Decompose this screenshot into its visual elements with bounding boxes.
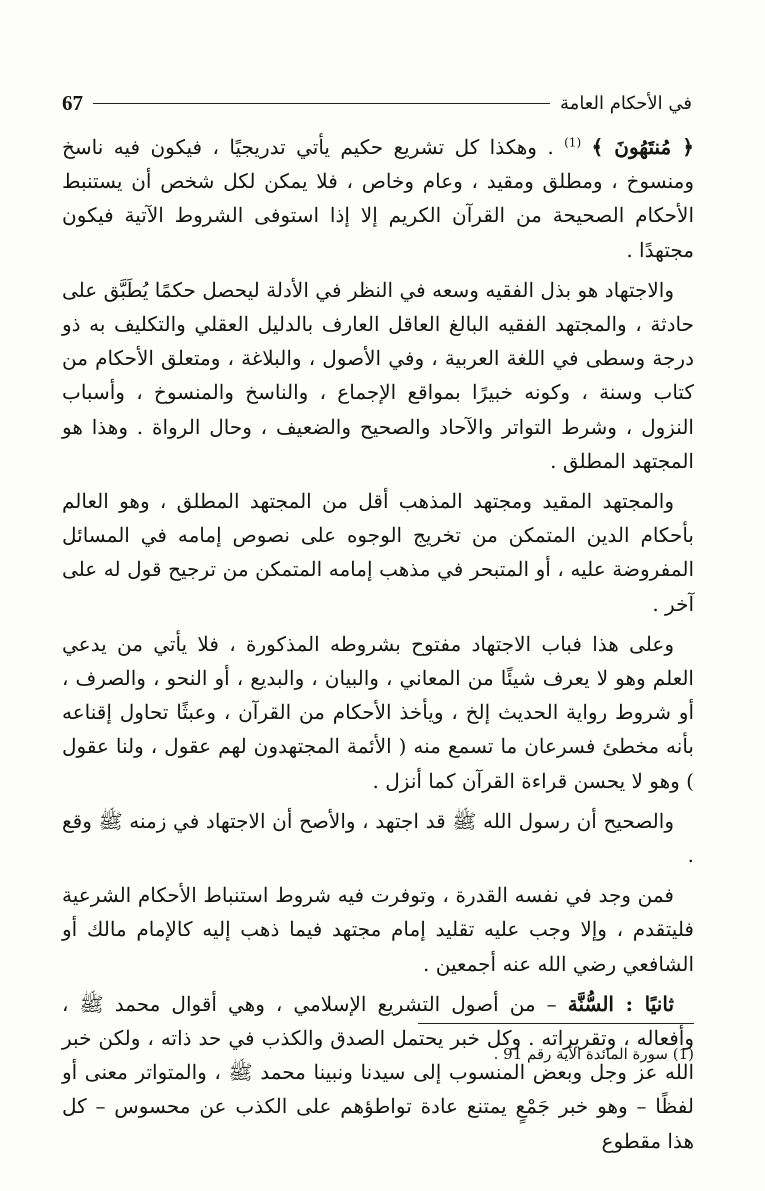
running-title: في الأحكام العامة (560, 92, 692, 114)
paragraph-2: والاجتهاد هو بذل الفقيه وسعه في النظر في الأدلة ليحصل حكمًا يُطَبَّق على حادثة ، والمجتهد الفقيه البالغ العاقل العارف بالدليل العقلي والتكليف به ذو درجة وسطى في اللغة العربية ، وفي الأصول ، والبلاغة ، ومتعلق الأحكام من كتاب وسنة ، وكونه خبيرًا بمواقع الإجماع ، والناسخ والمنسوخ ، وأسباب النزول ، وشرط التواتر والآحاد والصحيح والضعيف ، وحال الرواة . وهذا هو المجتهد المطلق . (62, 277, 694, 473)
quran-verse-fragment: ﴿ مُنتَهُونَ ﴾ (591, 135, 694, 159)
footnote-separator (418, 1023, 694, 1024)
body-text (62, 130, 694, 1164)
paragraph-5: والصحيح أن رسول الله ﷺ قد اجتهد ، والأصح أن الاجتهاد في زمنه ﷺ وقع . (62, 808, 694, 868)
paragraph-7-text: – من أصول التشريع الإسلامي ، وهي أقوال محمد ﷺ ، وأفعاله ، وتقريراته . وكل خبر يحتمل الصدق والكذب في حد ذاته ، ولكن خبر الله عز وجل وبعض المنسوب إلى سيدنا ونبينا محمد ﷺ ، والمتواتر معنى أو لفظًا – وهو خبر جَمْعٍ يمتنع عادة تواطؤهم على الكذب عن محسوس – كل هذا مقطوع (62, 991, 695, 1153)
paragraph-1 (62, 130, 694, 267)
page-number: 67 (62, 90, 83, 115)
paragraph-3: والمجتهد المقيد ومجتهد المذهب أقل من المجتهد المطلق ، وهو العالم بأحكام الدين المتمكن من تخريج الوجوه على نصوص إمامه في المسائل المفروضة عليه ، أو المتبحر في مذهب إمامه المتمكن من ترجيح قول له على آخر . (62, 489, 694, 616)
paragraph-6: فمن وجد في نفسه القدرة ، وتوفرت فيه شروط استنباط الأحكام الشرعية فليتقدم ، وإلا وجب عليه تقليد إمام مجتهد فيما ذهب إليه كالإمام مالك أو الشافعي رضي الله عنه أجمعين . (62, 883, 694, 976)
footnote-reference[interactable]: (1) (564, 135, 582, 150)
paragraph-1-text: . وهكذا كل تشريع حكيم يأتي تدريجيًا ، فيكون فيه ناسخ ومنسوخ ، ومطلق ومقيد ، وعام وخاص ، فلا يمكن لكل شخص أن يستنبط الأحكام الصحيحة من القرآن الكريم إلا إذا استوفى الشروط الآتية فيكون مجتهدًا . (62, 135, 695, 262)
paragraph-7 (62, 987, 694, 1158)
footnote: (1) سورة المائدة الآية رقم 91 . (493, 1045, 694, 1063)
header-rule (93, 103, 550, 104)
running-header (62, 88, 692, 118)
section-heading-sunnah: ثانيًا : السُّنَّة (567, 991, 675, 1016)
paragraph-4: وعلى هذا فباب الاجتهاد مفتوح بشروطه المذكورة ، فلا يأتي من يدعي العلم وهو لا يعرف شيئًا من المعاني ، والبيان ، والبديع ، أو النحو ، والصرف ، أو شروط رواية الحديث إلخ ، ويأخذ الأحكام من القرآن ، وعبثًا تحاول إقناعه بأنه مخطئ فسرعان ما تسمع منه ( الأئمة المجتهدون لهم عقول ، ولنا عقول ) وهو لا يحسن قراءة القرآن كما أنزل . (62, 631, 694, 793)
